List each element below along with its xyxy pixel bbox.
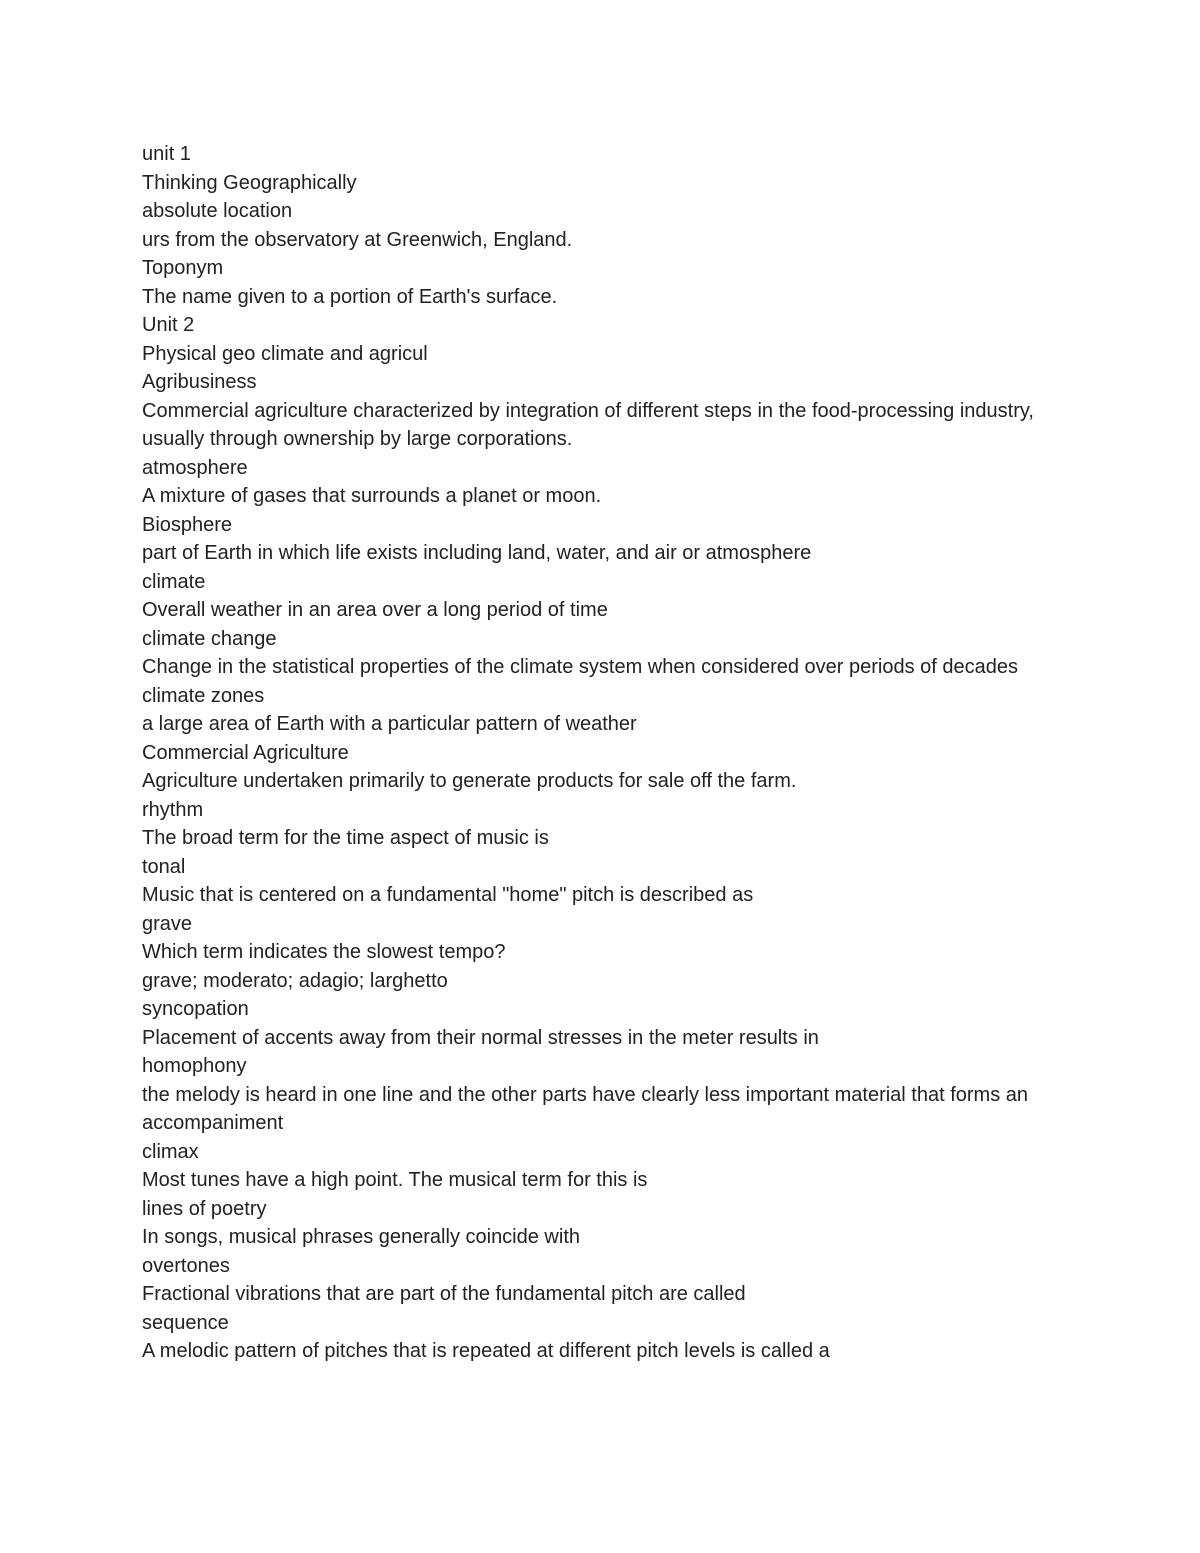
definition: A melodic pattern of pitches that is repeated at different pitch levels is called a	[142, 1340, 830, 1362]
term: absolute location	[142, 200, 293, 222]
unit-title: Thinking Geographically	[142, 171, 357, 194]
definition: part of Earth in which life exists including land, water, and air or atmosphere	[142, 542, 812, 564]
definition: Change in the statistical properties of the climate system when considered over periods of decades	[142, 656, 1019, 678]
term: climate change	[142, 627, 277, 650]
definition: In songs, musical phrases generally coincide with	[142, 1226, 580, 1248]
term: climate	[142, 570, 206, 593]
unit-title: Physical geo climate and agricul	[142, 342, 428, 365]
definition: Fractional vibrations that are part of the fundamental pitch are called	[142, 1283, 746, 1305]
definition: a large area of Earth with a particular pattern of weather	[142, 713, 637, 735]
definition: The broad term for the time aspect of music is	[142, 827, 549, 849]
definition: Which term indicates the slowest tempo?	[142, 941, 506, 963]
definition: grave; moderato; adagio; larghetto	[142, 969, 448, 992]
definition: urs from the observatory at Greenwich, England.	[142, 228, 573, 251]
unit-heading: unit 1	[142, 143, 191, 165]
term: lines of poetry	[142, 1197, 267, 1220]
term: Commercial Agriculture	[142, 741, 349, 764]
term: rhythm	[142, 798, 204, 821]
term: grave	[142, 912, 193, 935]
term: climate zones	[142, 684, 265, 707]
definition: Music that is centered on a fundamental "home" pitch is described as	[142, 884, 754, 906]
definition: Most tunes have a high point. The musical term for this is	[142, 1169, 648, 1191]
term: overtones	[142, 1254, 230, 1277]
definition: Overall weather in an area over a long period of time	[142, 599, 608, 621]
definition: Commercial agriculture characterized by integration of different steps in the food-processing industry, usually through ownership by large corporations.	[142, 399, 1034, 450]
term: tonal	[142, 855, 186, 878]
unit-heading: Unit 2	[142, 314, 195, 336]
term: Agribusiness	[142, 371, 257, 393]
term: Biosphere	[142, 513, 233, 536]
definition: The name given to a portion of Earth's surface.	[142, 285, 558, 308]
term: homophony	[142, 1055, 247, 1077]
term: sequence	[142, 1311, 229, 1334]
term: atmosphere	[142, 456, 248, 479]
term: climax	[142, 1140, 199, 1163]
definition: Placement of accents away from their normal stresses in the meter results in	[142, 1026, 819, 1049]
definition: the melody is heard in one line and the other parts have clearly less important material that forms an accompaniment	[142, 1083, 1029, 1134]
term: Toponym	[142, 257, 224, 279]
definition: Agriculture undertaken primarily to generate products for sale off the farm.	[142, 770, 797, 792]
definition: A mixture of gases that surrounds a planet or moon.	[142, 485, 602, 507]
term: syncopation	[142, 998, 249, 1020]
document-body	[142, 140, 1042, 1366]
